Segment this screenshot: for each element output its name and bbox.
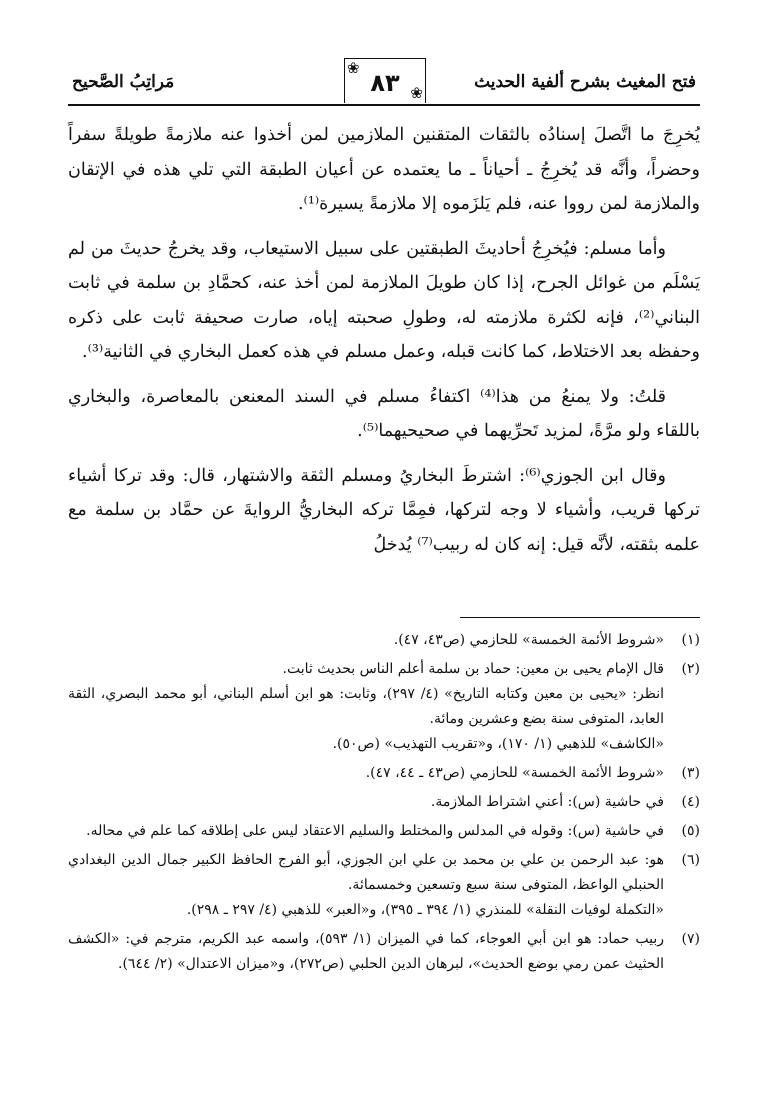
footnote-line: قال الإمام يحيى بن معين: حماد بن سلمة أعلم الناس بحديث ثابت. — [282, 661, 664, 677]
footnote — [68, 761, 700, 786]
footnote-number: (٧) — [681, 931, 700, 947]
footnote-line: «شروط الأئمة الخمسة» للحازمي (ص٤٣، ٤٧). — [393, 632, 664, 648]
footnote — [68, 927, 700, 977]
footnote — [68, 657, 700, 757]
footnote-number: (٢) — [681, 661, 700, 677]
paragraph: وأما مسلم: فيُخرِجُ أحاديثَ الطبقتين على سبيل الاستيعاب، وقد يخرجُ حديثَ من لم يَسْلَم من غوائل الجرح، إذا كان طويلَ الملازمة لمن أخذ عنه، كحمَّادِ بن سلمة في ثابت البناني⁽²⁾، فإنه لكثرة ملازمته له، وطولِ صحبته إياه، صارت صحيفة ثابت على ذكره وحفظه بعد الاختلاط، كما كانت قبله، وعمل مسلم في هذه كعمل البخاري في الثانية⁽³⁾. — [68, 238, 700, 362]
footnote — [68, 848, 700, 923]
footnote — [68, 819, 700, 844]
corner-ornament-icon: ❀ — [347, 59, 360, 77]
corner-ornament-icon: ❀ — [410, 84, 423, 102]
section-title: مَراتِبُ الصَّحيح — [72, 72, 175, 92]
main-text — [68, 118, 700, 572]
footnote-line: في حاشية (س): أعني اشتراط الملازمة. — [430, 794, 664, 810]
footnote — [68, 790, 700, 815]
footnote — [68, 628, 700, 653]
page-number: ٨٣ — [370, 69, 400, 97]
footnote-number: (١) — [681, 632, 700, 648]
paragraph: يُخرِجَ ما اتَّصلَ إسنادُه بالثقات المتقنين الملازمين لمن أخذوا عنه ملازمةً طويلةً سفراً وحضراً، وأنَّه قد يُخرِجُ ـ أحياناً ـ ما يعتمده عن أعيان الطبقة التي تلي هذه في الإتقان والملازمة لمن رووا عنه، فلم يَلزَموه إلا ملازمةً يسيرة⁽¹⁾. — [68, 125, 700, 214]
footnote-number: (٦) — [681, 852, 700, 868]
page-number-frame — [344, 58, 426, 103]
paragraph: قلتُ: ولا يمنعُ من هذا⁽⁴⁾ اكتفاءُ مسلم في السند المعنعن بالمعاصرة، والبخاري باللقاء ولو مرَّةً، لمزيد تَحرِّيهما في صحيحيهما⁽⁵⁾. — [68, 386, 700, 441]
paragraph: وقال ابن الجوزي⁽⁶⁾: اشترطَ البخاريُ ومسلم الثقة والاشتهار، قال: وقد تركا أشياء تركها قريب، وأشياء لا وجه لتركها، فمِمَّا تركه البخاريُّ الروايةَ عن حمَّاد بن سلمة مع علمه بثقته، لأنَّه قيل: إنه كان له ربيب⁽⁷⁾ يُدخلُ — [68, 465, 700, 555]
footnote-line: «شروط الأئمة الخمسة» للحازمي (ص٤٣ ـ ٤٤، ٤٧). — [365, 765, 664, 781]
footnote-line: «الكاشف» للذهبي (١/ ١٧٠)، و«تقريب التهذيب» (ص٥٠). — [332, 736, 664, 752]
footnote-separator — [460, 617, 700, 618]
header-rule — [68, 104, 700, 106]
book-title: فتح المغيث بشرح ألفية الحديث — [474, 72, 696, 92]
footnotes — [68, 628, 700, 981]
footnote-number: (٣) — [681, 765, 700, 781]
footnote-line: ربيب حماد: هو ابن أبي العوجاء، كما في الميزان (١/ ٥٩٣)، واسمه عبد الكريم، مترجم في: «الكشف الحثيث عمن رمي بوضع الحديث»، لبرهان الدين الحلبي (ص٢٧٢)، و«ميزان الاعتدال» (٢/ ٦٤٤). — [68, 931, 664, 972]
footnote-line: هو: عبد الرحمن بن علي بن محمد بن علي ابن الجوزي، أبو الفرج الحافظ الكبير جمال الدين البغدادي الحنبلي الواعظ، المتوفى سنة سبع وتسعين وخمسمائة. — [68, 852, 664, 893]
footnote-line: انظر: «يحيى بن معين وكتابه التاريخ» (٤/ ٢٩٧)، وثابت: هو ابن أسلم البناني، أبو محمد البصري، الثقة العابد، المتوفى سنة بضع وعشرين ومائة. — [68, 686, 664, 727]
footnote-number: (٥) — [681, 823, 700, 839]
page-header — [68, 58, 700, 108]
footnote-line: «التكملة لوفيات النقلة» للمنذري (١/ ٣٩٤ ـ ٣٩٥)، و«العبر» للذهبي (٤/ ٢٩٧ ـ ٢٩٨). — [186, 902, 664, 918]
footnote-line: في حاشية (س): وقوله في المدلس والمختلط والسليم الاعتقاد ليس على إطلاقه كما علم في محاله. — [86, 823, 664, 839]
footnote-number: (٤) — [681, 794, 700, 810]
